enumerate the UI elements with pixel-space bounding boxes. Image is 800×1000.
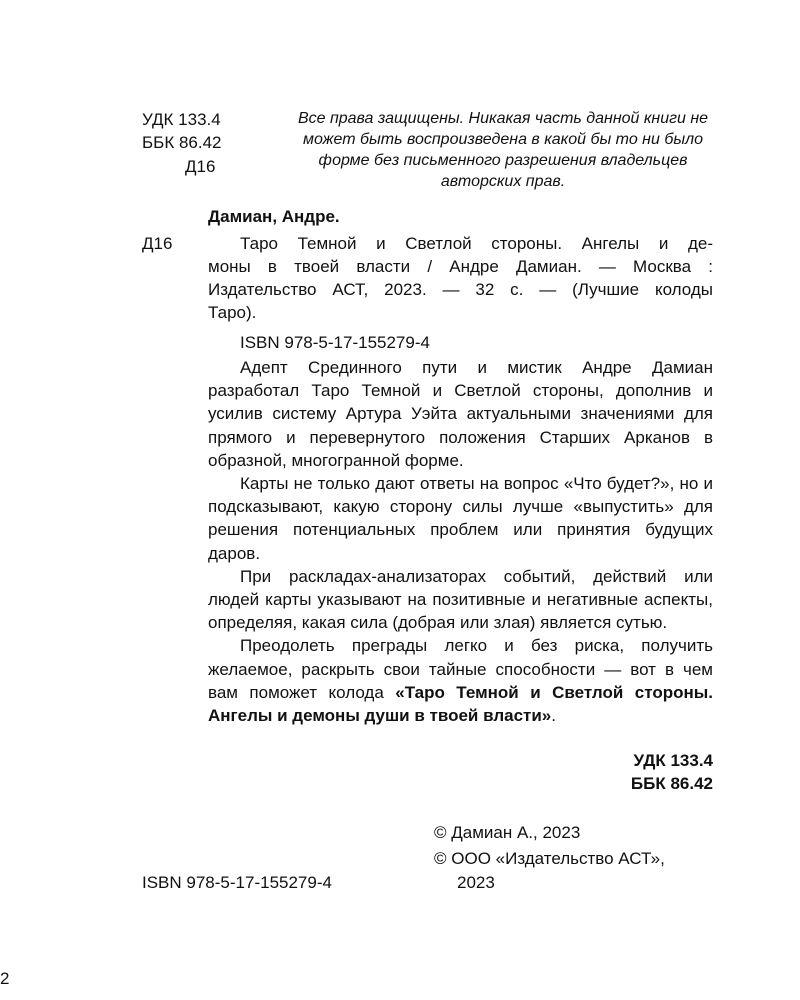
- annotation-p4-title: «Таро Темной и Светлой стороны. Ангелы и демоны души в твоей власти»: [208, 682, 713, 726]
- catalog-mark: Д16: [142, 234, 173, 253]
- catalog-entry-cont: [208, 256, 713, 325]
- catalog-line-4: Таро).: [208, 303, 257, 322]
- catalog-entry: [240, 233, 713, 254]
- bottom-isbn: ISBN 978-5-17-155279-4: [142, 873, 332, 892]
- copyright-line-1: © Дамиан А., 2023: [434, 823, 581, 842]
- author-heading: Дамиан, Андре.: [208, 207, 340, 226]
- catalog-line-2: моны в твоей власти / Андре Дамиан. — Москва :: [208, 257, 713, 276]
- annotation-paragraph-4: [208, 634, 713, 727]
- bottom-udk: УДК 133.4: [633, 751, 713, 770]
- annotation-paragraph-1: Адепт Срединного пути и мистик Андре Дамиан разработал Таро Темной и Светлой стороны, дополнив и усилив систему Артура Уэйта актуальными значениями для прямого и перевернутого положения Старших Арканов в образной, многогранной форме.: [208, 358, 713, 470]
- copyright-line-2: © ООО «Издательство АСТ»,: [434, 849, 665, 868]
- rights-notice: Все права защищены. Никакая часть данной книги не может быть воспроизведена в какой бы то ни было форме без письменного разрешения владельцев авторских прав.: [297, 110, 709, 190]
- bbk-code: ББК 86.42: [142, 133, 222, 152]
- annotation-p4-start: Преодолеть преграды легко и без риска, получить желаемое, раскрыть свои тайные способности — вот в чем вам поможет колода: [208, 636, 713, 702]
- copyright-line-3: 2023: [457, 873, 495, 892]
- catalog-line-3: Издательство АСТ, 2023. — 32 с. — (Лучшие колоды: [208, 280, 713, 299]
- author-mark: Д16: [185, 157, 216, 176]
- page-number: 2: [0, 969, 10, 988]
- catalog-line-1: Таро Темной и Светлой стороны. Ангелы и де-: [240, 234, 713, 253]
- annotation-p4-end: .: [551, 706, 556, 726]
- annotation-paragraph-2: Карты не только дают ответы на вопрос «Что будет?», но и подсказывают, какую сторону силы лучше «выпустить» для решения потенциальных проблем или принятия будущих даров.: [208, 474, 713, 563]
- udk-code: УДК 133.4: [142, 110, 221, 129]
- bottom-bbk: ББК 86.42: [630, 774, 713, 793]
- annotation-paragraph-3: При раскладах-анализаторах событий, действий или людей карты указывают на позитивные и негативные аспекты, определяя, какая сила (добрая или злая) является сутью.: [208, 566, 713, 633]
- isbn-line: ISBN 978-5-17-155279-4: [240, 333, 430, 352]
- annotation: [208, 356, 713, 727]
